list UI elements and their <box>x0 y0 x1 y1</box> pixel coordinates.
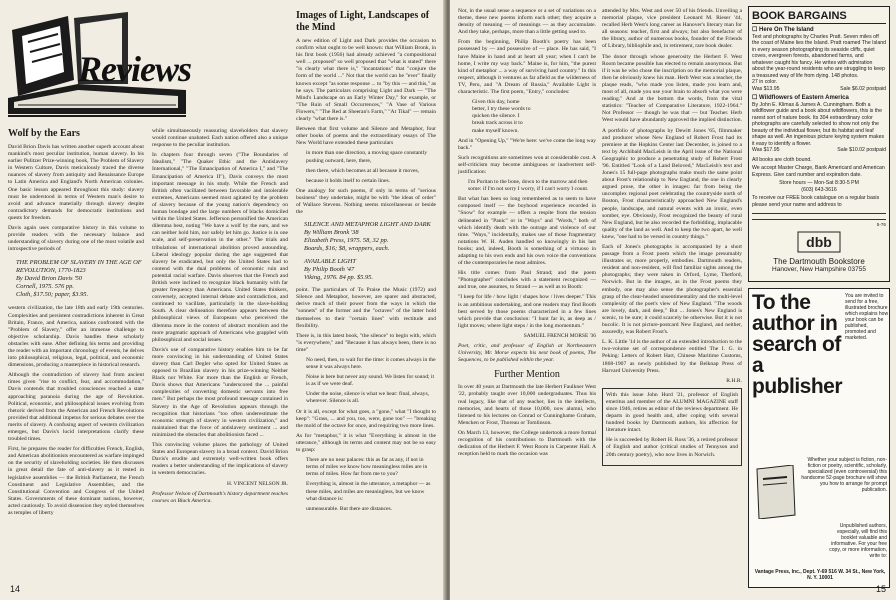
review2-para: "I keep for life / how light / shapes how / lives deeper." This is an ambitious undertaking, and one readers may find Booth best served by those poems characterized in a few lines which provide that conclusion: "I hunt far in, as deep as / light moves; where light steps / in the long momentum." <box>458 294 596 329</box>
review2-book2-title: AVAILABLE LIGHT <box>304 258 356 266</box>
publisher-whether: Whether your subject is fiction, non-fiction or poetry, scientific, scholarly, specialized (even controversial) this handsome 52-page brochure will show you how to arrange for prompt publication. <box>801 457 887 493</box>
item2-title-label: Wildflowers of Eastern America <box>759 95 849 101</box>
item1-price-row <box>752 86 886 93</box>
item1-title-label: Here On The Island <box>759 27 814 33</box>
review2-column <box>296 10 436 588</box>
checkbox-icon[interactable]: ☐ <box>752 95 760 101</box>
review2-verse: because it holds itself to certain lines. <box>306 177 391 184</box>
review2-para: Or it is all, except for what goes, a "gone," what "I thought to keep": "Grass, ... and you, too, were, gone too" — "breaking the mold of the octave for once, and requiring two more lines. <box>296 408 436 429</box>
item1-sale: Sale $6.02 postpaid <box>840 85 886 92</box>
review1-para: First, he prepares the reader for difficulties French, English, and American abolitionists encountered as warfare impinged on the security of slaveholding societies. He then discusses in great detail the fate of anti-slavery as it rested in legislative assemblies — the British Parliament, the French Constituent and Legislative Assemblies, and the Constitutional Convention and Congress of the United States. Governments of these dominant nations, however, acted cautiously. To avoid dissension they styled themselves as temples of liberty <box>8 446 144 517</box>
section-title: Reviews <box>78 49 191 89</box>
review2-verse: Given this day, home better, I try these words to quicken the silence. I break track across it to make myself known. <box>472 99 531 134</box>
review1-para: This convincing volume places the pathology of United States and European slavery in a broad context. David Brion Davis's erudite and extremely well-written book offers readers a better understanding of the implications of slavery in western democracies. <box>152 442 288 477</box>
bookstore-logo <box>752 231 886 256</box>
publisher-address: Vantage Press, Inc., Dept. Y-69 516 W. 34 St., New York, N. Y. 10001 <box>754 569 886 581</box>
svg-text:dbb: dbb <box>806 233 832 250</box>
review1-book-price: Cloth, $17.50; paper, $3.95. <box>16 291 89 299</box>
further-para: The donor through whose generosity the Herbert F. West Room became possible has elected to remain anonymous. But if it was he who chose the inscription on the memorial plaque, then he obviously knew his man. Herb West was a teacher, the plaque reads, "who made you listen, made you learn and, most of all, made you use your brain to absorb what you were reading." And at the bottom the words, from the vital statistics: "Teacher of Comparative Literature, 1922-1964." Not Professor — though he was that — but Teacher. Herb West would have abundantly approved the implied distinction. <box>602 53 742 124</box>
item1-text: Text and photographs by Charles Pratt. Seven miles off the coast of Maine lies the Island. Pratt roamed The Island in every season photographing its seaside cliffs, quiet coves, evergreen forests, abandoned farms, and whatever caught his fancy. He writes with admiration about the year-round residents who are struggling to keep a treasured way of life from dying. 148 photos. <box>752 33 886 79</box>
right-page <box>450 0 896 600</box>
review2-reviewer: SAMUEL FRENCH MORSE '36 <box>523 332 596 339</box>
item1-list: 27 in color. <box>752 79 778 85</box>
review2-para: But what has been so long remembered as to seem to have composed itself — the boyhood experience recorded in "Snow" for example — offers a respite from the tension delineated in "Panic" or in "Ways" and "Words," both of which identify death with the outrage and violence of our time. "Ways," incidentally, makes use of those fragmentary notations W. H. Auden handled so knowingly in his last books; and, indeed, Booth is something of a virtuoso in adapting to his own ends and his own voice the conventions of the contemporaries he most admires. <box>458 196 596 267</box>
editor-note-box <box>602 388 742 466</box>
review2-verse: Under the noise, silence is what we hear: final, always, wherever. Silence is all. <box>306 391 430 405</box>
review2-book2-author: By Philip Booth '47 <box>304 266 355 274</box>
review1-reviewer: H. VINCENT NELSON JR. <box>226 480 288 487</box>
store-phone: (603) 643-3616 <box>801 186 837 193</box>
review2-book1-author: By William Bronk '38 <box>304 229 359 237</box>
publisher-unpublished: Unpublished authors, especially, will find this booklet valuable and informative. For your free copy, or more information, write to: <box>829 523 887 559</box>
review1-book-author: By David Brion Davis '50 <box>16 275 82 283</box>
review2-verse: then there, which becomes at all because it moves, <box>306 167 420 174</box>
review2-verse: No need, then, to wait for the time: it comes always in the sense it was always here. <box>306 357 436 371</box>
review2-book1-info <box>304 221 436 253</box>
brochure-image <box>753 465 797 519</box>
review2-para: His title comes from Paul Strand; and the poem "Photographer" concludes with a statement recognized — and true, one assumes, to Strand — as well as to Booth: <box>458 270 596 291</box>
review2-book1-price: Boards, $16; $8, wrappers, each. <box>304 245 390 253</box>
review1-para: while simultaneously reassuring slaveholders that slavery would continue unabated. Each nation offered also a unique response to the peculiar institution. <box>152 128 288 149</box>
further-para: Each of Jones's photographs is accompanied by a short passage from a Frost poem which the image presumably illustrates or, more properly, embodies. Dartmouth readers, resident and non-resident, will find familiar sights among the photographs; they were taken in Orford, Lyme, Thetford, Norwich. But in the images, as in the Frost poems they embody, one may also sense the photographer's essential grasp of the clear-headed unsentimentality and the multi-level complexity of the poet's view of New England. "The woods are lovely, dark, and deep," But ... Jones's New England is scenic, to be sure; it could scarcely be otherwise. But it is not bucolic. It is not picture-postcard New England, and neither, assuredly, was Robert Frost's. <box>602 244 742 336</box>
review2-book2-info <box>304 258 436 282</box>
review2-para: Between that first volume and Silence and Metaphor, four other books of poems and the extraordinary essays of The New World have extended these particulars <box>296 126 436 147</box>
review1-para: Davis again uses comparative history in this volume to provide readers with the necessary balance and understanding of slavery during one of the most volatile and introspective periods of <box>8 225 144 253</box>
item2-sale: Sale $10.02 postpaid <box>837 147 886 153</box>
further-initials: R.H.R. <box>726 377 742 384</box>
review2-para: point. The particulars of To Praise the Music (1972) and Silence and Metaphor, however, are sparer and abstracted, derive much of their power from the ways in which the "sonnets" of the former and the "octaves" of the latter hold themselves to their "certain lines" with rectitude and flexibility. <box>296 287 436 329</box>
further-para: A portfolio of photographs by Dewitt Jones '65, filmmaker and producer whose New England of Robert Frost had its premiere at the Hopkins Center last December, is joined to a text by Archibald MacLeish in the April issue of the National Geographic to produce a penetrating study of Robert Frost '96. Entitled "Look of a Land Beloved," MacLeish's text and Jones's 15 full-page photographs make much the same point about Frost's relationship to New England, the one in clearly argued prose, the other in images: far from being the uncomplex regional poet celebrating the countryside north of Boston, Frost characteristically approached New England's people, landscape, and natural events with an ironic, even somber, eye. Obviously, Frost recognized the beauty of rural New England, but he also recorded the forbidding, implacable quality of the land as well. And to keep the two apart, he well knew, "one had to be versed in country things." <box>602 127 742 240</box>
further-para: L. K. Little '14 is the author of an extended introduction to the two-volume set of correspondence entitled The I. G. in Peking: Letters of Robert Hart, Chinese Maritime Customs, 1868-1907 as newly published by the Belknap Press of Harvard University Press. <box>602 339 742 374</box>
further-para: On March 13, however, the College undertook a more formal recognition of his contributions to Dartmouth with the dedication of the Herbert F. West Room in Carpenter Hall. A reception held to mark the occasion was <box>458 429 596 458</box>
review2-verse: Noise is here but never any sound. We listen for sound; it is as if we were deaf. <box>306 374 435 388</box>
store-name: The Dartmouth Bookstore <box>773 257 865 266</box>
publisher-invite: You are invited to send for a free, illustrated brochure which explains how your book can be published, promoted and marketed. <box>845 293 889 341</box>
review2-para: From the beginning, Philip Booth's poetry has been possessed by — and possessive of — place. He has said, "I have Maine in hand and at heart all year; when I can't be home, I write my way back." Maine is, for him, "the purest kind of metaphor ... a way of surviving hard country." In this respect, although it ventures as far afield as the wilderness of TV, Peru, and "A Dream of Russia," Available Light is characteristic. The first poem, "Entry," concludes: <box>458 39 596 96</box>
review1-para: In chapters four through seven ("The Boundaries of Idealism," "The Quaker Ethic and the Antislavery International," "The Emancipation of America I," and "The Emancipation of America II"), Davis conveys the most important message in his study. While the French and British often vacillated between favorable and intolerable extremes, Americans seemed most agitated by the problem of slavery because of the young nation's dependency on human bondage and the large numbers of blacks domiciled within the United States. Jefferson personified the American dilemma best, noting "We have a wolf by the ears, and we can neither hold him, nor safely let him go. Justice is in one scale, and self-preservation in the other." The trials and tribulations of international abolition proved astounding. Liberal ideology popular during the age suggested that slavery be eradicated, but only the United States had to contend with the dual problems of economic ruin and potential racial warfare. Davis observes that the French and British were inclined to recognize black humanity with far greater frequency than Americans. United States thinkers, conversely, accepted internal debate and contradiction, and continued to vacillate, particularly in the slave-holding South. A clear delineation therefore appears between the philosophical views of Europeans who perceived the dilemma more in the context of abstract moralism and the more pragmatic approach of Americans who grappled with philosophical and social issues. <box>152 152 288 343</box>
review2-para: There is, in this latest book, "the silence" to begin with, which "is everywhere," and "Because it has always been, there is no time" <box>296 332 436 353</box>
page-number-right: 15 <box>875 584 886 594</box>
review2-verse: Everything is, almost in the utterance, a metaphor — as these miles, and miles are meaningless, but we know what distance is: <box>306 481 431 502</box>
review1-para: western civilization, the late 18th and early 19th centuries. Complexities and persistent contradictions inherent in Great Britain, France, and America, nations confronted with the "Problem of Slavery," offer an immense challenge to objective scholarship. Davis handles these scholarly obstacles with ease. After defining his terms and providing the reader with an important chronology of events, he delves into philosophical, religious, legal, political, and economic dimensions, producing a masterpiece in historical research. <box>8 305 144 369</box>
item2-price-row <box>752 147 886 154</box>
review2-book2-pub: Viking, 1976. 84 pp. $5.95. <box>304 274 373 282</box>
further-para: attended by Mrs. West and over 50 of his friends. Unveiling a memorial plaque, vice president Leonard M. Rieser '44, recalled Herb West's long career as Hanover's literary man for all seasons: teacher, first and always; but also benefactor of the library, author of numerous books, founder of the Friends of Library, bibliophile and, in retirement, rare book dealer. <box>602 8 742 50</box>
reviews-header-graphic <box>8 10 191 120</box>
payment-note: We accept Master Charge, Bank Americard and American Express. Give card number and expiration date. <box>752 165 885 178</box>
review2-para: And in "Opening Up," "We're here: we've come the long way back." <box>458 137 596 151</box>
further-para: In over 40 years at Dartmouth the late Herbert Faulkner West '22, probably taught over 10,000 undergraduates. Thus his real legacy, like that of any teacher, lies in the intellects, memories, and hearts of those 10,000, now alumni, who listened to his lectures on Conrad or Cunninghame Graham, Mencken or Frost, Thoreau or Tomlinson. <box>458 384 596 426</box>
book-bargains-title: BOOK BARGAINS <box>752 10 886 24</box>
further-mention-title: Further Mention <box>494 369 560 381</box>
review1-para: Although the contradiction of slavery had from ancient times given "rise to conflict, fear, and accommodation," Davis contends that troubled consciences reached a state approaching paranoia during the age of Revolution. Political, economic, and philosophical issues evolving from rhetoric derived from the American and French Revolutions provided that additional impetus for serious debates over the merits of slavery. A confusing aspect of western civilization emerges, but Davis's lucid interpretations clarify these troubled times. <box>8 372 144 443</box>
review2-book1-title: SILENCE AND METAPHOR LIGHT AND DARK <box>304 221 431 229</box>
review2-verse: I'm Puritan to the bone, down to the marrow and then some: if I'm not sorry I worry, if I can't worry I count. <box>468 179 589 193</box>
review2-para: As for "metaphor," it is what "Everything is almost in the utterance," although its terms and content may not be so easy to grasp: <box>296 432 436 454</box>
store-hours: Store hours — Mon-Sat 8:30-5 PM <box>779 180 859 186</box>
address-line[interactable] <box>752 214 886 220</box>
publisher-ad <box>748 288 890 588</box>
review2-para: Not, in the usual sense a sequence or a set of variations on a theme, these new poems inform each other; they acquire a density of meaning — of meanings — as they accumulate. And they take, perhaps, more than a little getting used to. <box>458 8 596 36</box>
review2-para: Such recognitions are sometimes won at considerable cost. A self-criticism may become ambiguous or inadvertent self-justification: <box>458 154 596 175</box>
binding-note: All books are cloth bound. <box>752 156 812 163</box>
review1-reviewer-note: Professor Nelson of Dartmouth's history department teaches courses on Black America. <box>152 490 288 504</box>
item2-text: By John E. Klimas & James A. Cunningham. Both a wildflower guide and a book about wildflowers, this is the rarest sort of nature book. Its 304 extraordinary color photographs are carefully selected to show not only the beauty of the individual flower, but its habitat and leaf shape as well. An ingenious picture keying system makes it easy to identify a flower. <box>752 101 885 147</box>
review2-verse: unmeasurable. But there are distances. <box>306 505 393 512</box>
book-bargains-ad <box>748 6 890 282</box>
review1-book-info <box>16 259 144 299</box>
item2-was: Was $17.95 <box>752 147 780 153</box>
item1-was: Was $13.95 <box>752 85 780 92</box>
review1-column2 <box>152 128 288 586</box>
review2-verse: There are no near palaces: this as far as any, if not in terms of miles we know how meaningless miles are in terms of miles. How far from me to you? <box>306 457 428 478</box>
review2-headline: Images of Light, Landscapes of the Mind <box>296 10 430 33</box>
review1-para: David Brion Davis has written another superb account about mankind's most peculiar institution, human slavery. In his earlier Pulitzer Prize-winning book, The Problem of Slavery in Western Culture, Davis meticulously traced the diverse nuances of slavery from antiquity and Renaissance Europe to Latin America and England's North American colonies. One basic lesson appeared throughout this study: slavery must be understood in terms of Western man's desire to avoid and advance materially through slavery despite contradictory demands for democratic institutions and quests for freedom. <box>8 144 144 221</box>
review2-reviewer-note: Poet, critic, and professor of English at Northeastern University, Mr. Morse expects his next book of poems, The Sequences, to be published within the year. <box>458 343 596 364</box>
store-address: Hanover, New Hampshire 03755 <box>772 266 866 273</box>
review1-column1 <box>8 128 144 586</box>
left-page <box>0 0 446 600</box>
editor-note: He is succeeded by Robert H. Ross '36, a retired professor of English and author (critical studies of Tennyson and 20th century poetry), who now lives in Norwich. <box>606 437 738 458</box>
right-column1 <box>458 8 596 588</box>
review1-book-title: THE PROBLEM OF SLAVERY IN THE AGE OF REVOLUTION, 1770-1823 <box>16 259 142 275</box>
checkbox-icon[interactable]: ☐ <box>752 27 760 33</box>
review2-verse: in more than one direction, a moving space constantly pushing outward, here, there, <box>306 150 428 164</box>
review2-para: A new edition of Light and Dark provides the occasion to confirm what ought to be well known: that William Bronk, in his first book (1956) had already achieved "a compositional well ... proposed" so well proposed that "what is stated" there "is clearly what there is," "incantations" that "conjure the form of the world ..." Not that the world can be "ever" finally known except "as some response ... to "by this — and this," as he says. The particulars comprising Light and Dark — "The Mind's Landscape on an Early Winter Day," for example, or "The Ruin of Small Occurrences," "A Vase of Various Flowers," "The Red at Sheeran's Farm," "At Tikal" — remain clearly "what there is." <box>296 38 436 123</box>
review1-para: Davis's use of comparative history enables him to be far more convincing in his understanding of United States slavery than Carl Degler who opted for United States as opposed to Brazilian slavery in his prize-winning Neither Black nor White. Far more than the English or French, Davis shows that Americans "underscored the ... painful complexities of converting domestic servants into free men." But perhaps the most profound message contained in Slavery in the Age of Revolution appears through the recognition that historians "too often underestimate the economic strength of slavery in western civilization," and maintained that the force of antislavery sentiment ... and minimized the obstacles that abolitionists faced ... <box>152 346 288 438</box>
review1-headline: Wolf by the Ears <box>8 128 80 139</box>
editor-note: With this issue John Hurd '21, professor of English emeritus and member of the ALUMNI MAGAZINE staff since 1946, retires as editor of the reviews department. He departs in good health and, after coping with several hundred books by Dartmouth authors, his affection for literature intact. <box>606 391 738 434</box>
review1-book-pub: Cornell, 1975. 576 pp. <box>16 283 74 291</box>
page-number-left: 14 <box>10 584 21 594</box>
bookstore-logo-icon <box>797 231 841 253</box>
catalog-note: To receive our FREE book catalogue on a regular basis please send your name and address to <box>752 195 880 208</box>
ad-code: 5-76 <box>876 222 886 227</box>
review2-para: One analogy for such poems, if only in terms of "serious business" they undertake, might be with "the ideas of order" of Wallace Stevens. Nothing seems miscellaneous or beside the <box>296 187 436 216</box>
review2-book1-pub: Elizabeth Press, 1975. 58, 32 pp. <box>304 237 389 245</box>
right-column2 <box>602 8 742 588</box>
publisher-headline: To the author in search of a publisher <box>752 291 843 398</box>
brochure-icon <box>753 465 797 519</box>
